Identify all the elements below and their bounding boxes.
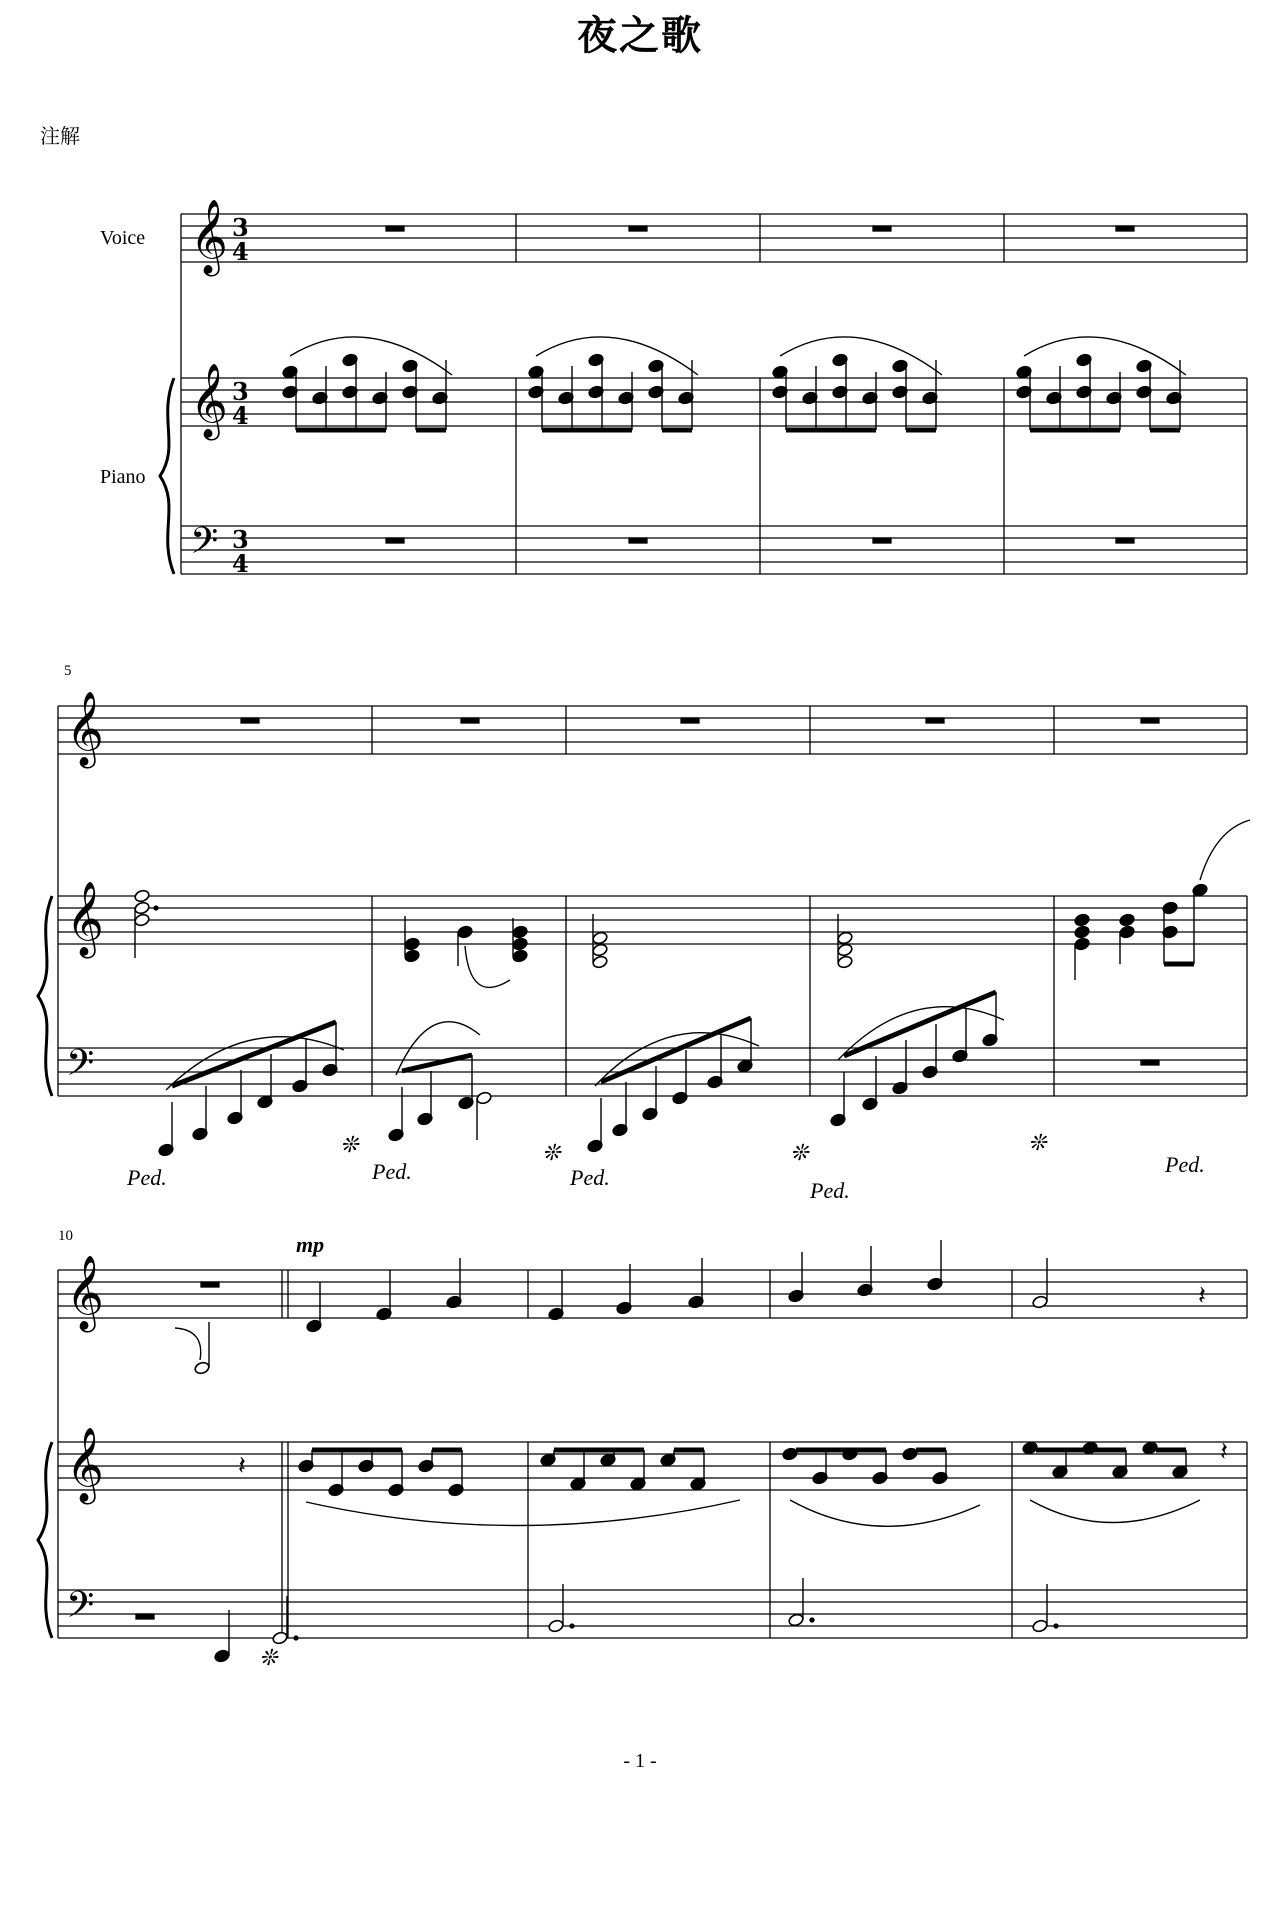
slur xyxy=(536,337,698,375)
slur xyxy=(175,1328,201,1360)
note xyxy=(457,925,474,939)
pedal-down: Ped. xyxy=(570,1165,610,1190)
measure-number-5: 5 xyxy=(64,663,72,679)
time-signature-top: 3 xyxy=(232,213,249,242)
treble-clef: 𝄞 xyxy=(66,1256,104,1330)
treble-clef: 𝄞 xyxy=(190,200,228,274)
note xyxy=(404,937,421,951)
note xyxy=(548,1619,565,1633)
whole-rest xyxy=(386,538,404,543)
note xyxy=(1074,937,1091,951)
slur xyxy=(465,946,510,987)
bass-clef: 𝄢 xyxy=(66,1042,95,1093)
whole-rest xyxy=(1141,1060,1159,1065)
whole-rest xyxy=(1116,538,1134,543)
beam xyxy=(172,1022,336,1086)
pedal-up: ❊ xyxy=(790,1140,809,1165)
quarter-rest: 𝄽 xyxy=(238,1451,246,1481)
dot xyxy=(810,1618,814,1622)
slur xyxy=(290,337,452,375)
note xyxy=(134,913,151,927)
time-signature-bottom: 4 xyxy=(232,549,249,578)
note xyxy=(1074,913,1091,927)
notes-label: 注解 xyxy=(40,124,80,148)
pedal-down: Ped. xyxy=(127,1165,167,1190)
slur xyxy=(838,1007,1004,1060)
bass-clef: 𝄢 xyxy=(190,520,219,571)
treble-clef: 𝄞 xyxy=(66,1428,104,1502)
note xyxy=(788,1613,805,1627)
treble-clef: 𝄞 xyxy=(66,882,104,956)
whole-rest xyxy=(681,718,699,723)
slur xyxy=(1200,820,1250,880)
slur xyxy=(790,1500,980,1526)
slur xyxy=(1024,337,1186,375)
slur xyxy=(166,1037,344,1090)
slur xyxy=(306,1500,740,1526)
note xyxy=(592,943,609,957)
note xyxy=(592,955,609,969)
note xyxy=(1119,913,1136,927)
pedal-up: ❊ xyxy=(1028,1130,1047,1155)
note xyxy=(837,955,854,969)
whole-rest xyxy=(461,718,479,723)
pedal-up: ❊ xyxy=(542,1140,561,1165)
note xyxy=(512,949,529,963)
beam xyxy=(844,992,996,1056)
measure-number-10: 10 xyxy=(58,1228,73,1244)
time-signature-top: 3 xyxy=(232,377,249,406)
quarter-rest: 𝄽 xyxy=(1198,1281,1206,1311)
whole-rest xyxy=(873,226,891,231)
time-signature-bottom: 4 xyxy=(232,401,249,430)
whole-rest xyxy=(926,718,944,723)
whole-rest xyxy=(629,226,647,231)
pedal-down: Ped. xyxy=(372,1159,412,1184)
note xyxy=(194,1361,211,1375)
piano-brace xyxy=(38,896,52,1096)
whole-rest xyxy=(386,226,404,231)
dot xyxy=(294,1636,298,1640)
note xyxy=(837,931,854,945)
note xyxy=(134,901,151,915)
note xyxy=(1032,1295,1049,1309)
slur xyxy=(780,337,942,375)
pedal-up: ❊ xyxy=(259,1645,278,1670)
page-number: - 1 - xyxy=(623,1750,657,1772)
treble-clef: 𝄞 xyxy=(66,692,104,766)
beam xyxy=(402,1055,472,1071)
note xyxy=(1119,925,1136,939)
quarter-rest: 𝄽 xyxy=(1220,1437,1228,1467)
note xyxy=(134,889,151,903)
dot xyxy=(1054,1624,1058,1628)
pedal-down: Ped. xyxy=(1165,1152,1205,1177)
whole-rest xyxy=(241,718,259,723)
note xyxy=(837,943,854,957)
note xyxy=(404,949,421,963)
note xyxy=(512,937,529,951)
time-signature-bottom: 4 xyxy=(232,237,249,266)
note xyxy=(1074,925,1091,939)
whole-rest xyxy=(1141,718,1159,723)
score-title: 夜之歌 xyxy=(577,13,703,59)
slur xyxy=(595,1033,759,1086)
note xyxy=(272,1631,289,1645)
note xyxy=(592,931,609,945)
whole-rest xyxy=(629,538,647,543)
note xyxy=(476,1091,493,1105)
dot xyxy=(570,1624,574,1628)
piano-brace xyxy=(38,1442,52,1638)
whole-rest xyxy=(201,1282,219,1287)
instrument-labels xyxy=(100,227,146,488)
piano-brace xyxy=(160,378,174,574)
whole-rest xyxy=(1116,226,1134,231)
dot xyxy=(154,906,158,910)
pedal-down: Ped. xyxy=(810,1178,850,1203)
bass-clef: 𝄢 xyxy=(66,1584,95,1635)
time-signature-top: 3 xyxy=(232,525,249,554)
piano-label: Piano xyxy=(100,466,146,488)
dynamic-marking: mp xyxy=(296,1232,325,1257)
music-notation xyxy=(38,200,1250,1663)
note xyxy=(1032,1619,1049,1633)
note xyxy=(512,925,529,939)
voice-label: Voice xyxy=(100,227,146,249)
pedal-up: ❊ xyxy=(340,1132,359,1157)
slur xyxy=(1030,1500,1200,1523)
note xyxy=(214,1649,231,1663)
treble-clef: 𝄞 xyxy=(190,364,228,438)
half-rest xyxy=(136,1614,154,1619)
whole-rest xyxy=(873,538,891,543)
